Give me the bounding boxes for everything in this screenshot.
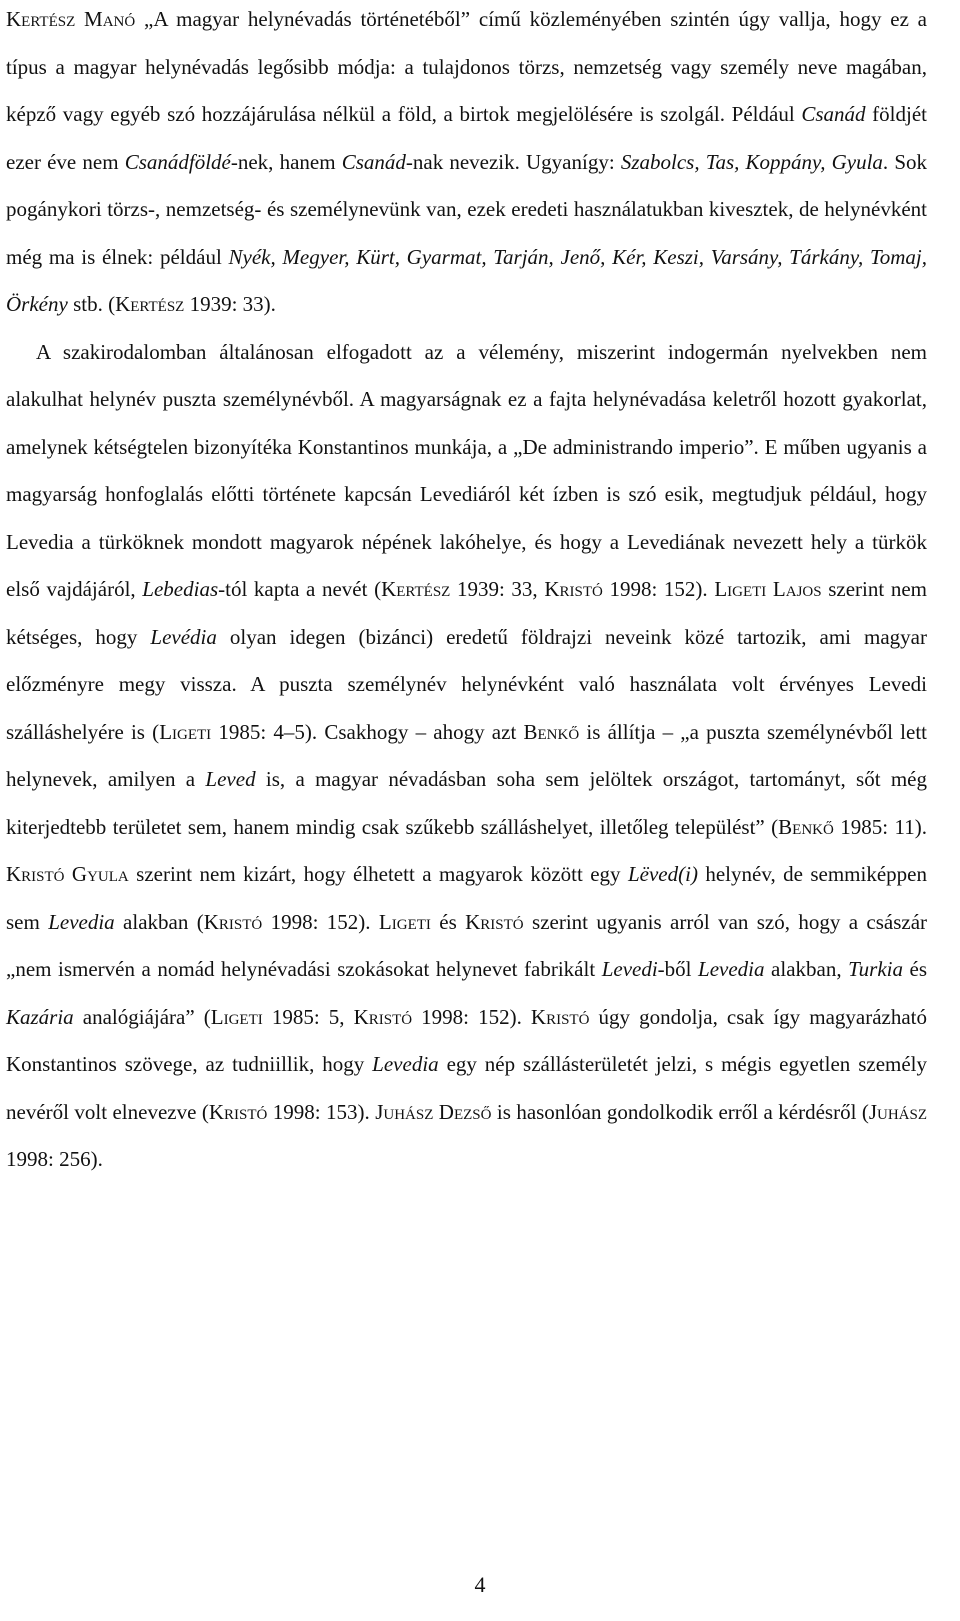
text-segment: szerint nem kizárt, hogy élhetett a magyarok között egy [128,862,628,886]
text-segment: 1985: 4–5). Csakhogy – ahogy azt [211,719,524,744]
text-segment: 1939: 33, [450,577,545,601]
text-segment: Levedi [601,957,658,981]
text-segment: Csanád [801,102,866,126]
text-segment: Leved [205,767,256,791]
text-segment: földjét ezer éve nem [6,102,927,174]
paragraph-2 [6,329,927,1184]
text-segment: 1998: 152). [262,909,379,934]
text-segment: -nek, hanem [230,149,342,174]
text-segment: Kristó [203,909,263,934]
text-segment: és [902,957,928,981]
text-segment: 1998: 256). [6,1147,103,1171]
text-segment: Levédia [150,624,217,649]
text-segment: Levedia [372,1052,439,1076]
text-segment: Kristó Gyula [6,862,129,886]
text-segment: Csanádföldé [124,149,231,174]
text-segment: 1998: 152). [602,577,715,601]
text-segment: Kertész [115,292,185,316]
text-segment: alakban ( [114,909,204,934]
paragraph-1 [6,0,927,329]
text-segment: Kazária [6,1004,74,1029]
text-segment: 1985: 5, [262,1004,354,1029]
text-segment: Lëved(i) [627,862,698,886]
text-segment: Benkő [778,814,834,839]
text-segment: Levedia [48,909,115,934]
text-segment: Benkő [523,719,580,744]
text-segment: -tól kapta a nevét ( [218,577,382,601]
text-segment: és [430,909,466,934]
text-segment: . Sok pogánykori törzs-, nemzetség- és személynevünk van, ezek eredeti használatukban kivesztek, de helynévként még ma is élnek: például [6,149,927,269]
text-segment: Ligeti [159,719,212,744]
text-segment: Csanád [341,149,406,174]
text-segment: Kristó [465,909,524,934]
text-segment: is, a magyar névadásban soha sem jelöltek országot, tartományt, sőt még kiterjedtebb területet sem, hanem mindig csak szűkebb szálláshelyet, illetőleg települést” ( [6,767,927,839]
text-segment: Nyék, Megyer, Kürt, Gyarmat, Tarján, Jenő, Kér, Keszi, Varsány, Tárkány, Tomaj, Örkény [6,244,927,316]
text-segment: stb. ( [67,292,116,316]
text-segment: 1985: 11). [833,814,927,839]
text-segment: Kertész Manó [6,7,136,31]
text-segment: „A magyar helynévadás történetéből” című közleményében szintén úgy vallja, hogy ez a típus a magyar helynévadás legősibb módja: a tulajdonos törzs, nemzetség vagy személy neve magában, képző vagy egyéb szó hozzájárulása nélkül a föld, a birtok megjelölésére is szolgál. Például [6,7,928,126]
text-segment: A szakirodalomban általánosan elfogadott az a vélemény, miszerint indogermán nyelvekben nem alakulhat helynév puszta személynévből. A magyarságnak ez a fajta helynévadása keletről hozott gyakorlat, amelynek kétségtelen bizonyítéka Konstantinos munkája, a „De administrando imperio”. E műben ugyanis a magyarság honfoglalás előtti története kapcsán Levediáról két ízben is szó esik, megtudjuk például, hogy Levedia a türköknek mondott magyarok népének lakóhelye, és hogy a Levediának nevezett hely a türkök első vajdájáról, [6,339,927,601]
text-segment: analógiájára” ( [73,1004,211,1029]
body-text [6,0,927,1184]
text-segment: 1998: 153). [267,1099,376,1124]
text-segment: Kristó [353,1004,413,1029]
text-segment: Ligeti Lajos [714,577,822,601]
text-segment: szerint ugyanis arról van szó, hogy a császár „nem ismervén a nomád helynévadási szokásokat helynevet fabrikált [6,909,928,981]
text-segment: Turkia [848,957,903,981]
text-segment: 1998: 152). [412,1004,531,1029]
text-segment: Juhász Dezső [375,1099,492,1124]
text-segment: Lebedias [142,577,219,601]
text-segment: Ligeti [210,1004,263,1029]
text-segment: Kristó [208,1099,268,1124]
text-segment: is állítja – „a puszta személynévből lett helynevek, amilyen a [6,719,927,791]
text-segment: Juhász [868,1099,928,1124]
text-segment: Kristó [544,577,603,601]
text-segment: helynév, de semmiképpen sem [6,862,927,934]
text-segment: Szabolcs, Tas, Koppány, Gyula [620,149,883,174]
text-segment: szerint nem kétséges, hogy [6,577,927,649]
text-segment: úgy gondolja, csak így magyarázható Konstantinos szövege, az tudniillik, hogy [6,1004,927,1076]
text-segment: -nak nevezik. Ugyanígy: [405,149,621,174]
text-segment: Levedia [698,957,765,981]
text-segment: 1939: 33). [184,292,276,316]
text-segment: egy nép szállásterületét jelzi, s mégis egyetlen személy nevéről volt elnevezve ( [6,1052,928,1124]
text-segment: Ligeti [378,909,431,934]
text-segment: Kertész [381,577,451,601]
text-segment: olyan idegen (bizánci) eredetű földrajzi neveink közé tartozik, ami magyar előzményre megy vissza. A puszta személynév helynévként való használata volt érvényes Levedi szálláshelyére is ( [6,624,927,744]
text-segment: Kristó [530,1004,590,1029]
text-segment: alakban, [764,957,849,981]
text-segment: -ből [657,957,699,981]
page-number: 4 [474,1572,486,1597]
text-segment: is hasonlóan gondolkodik erről a kérdésről ( [491,1099,869,1124]
